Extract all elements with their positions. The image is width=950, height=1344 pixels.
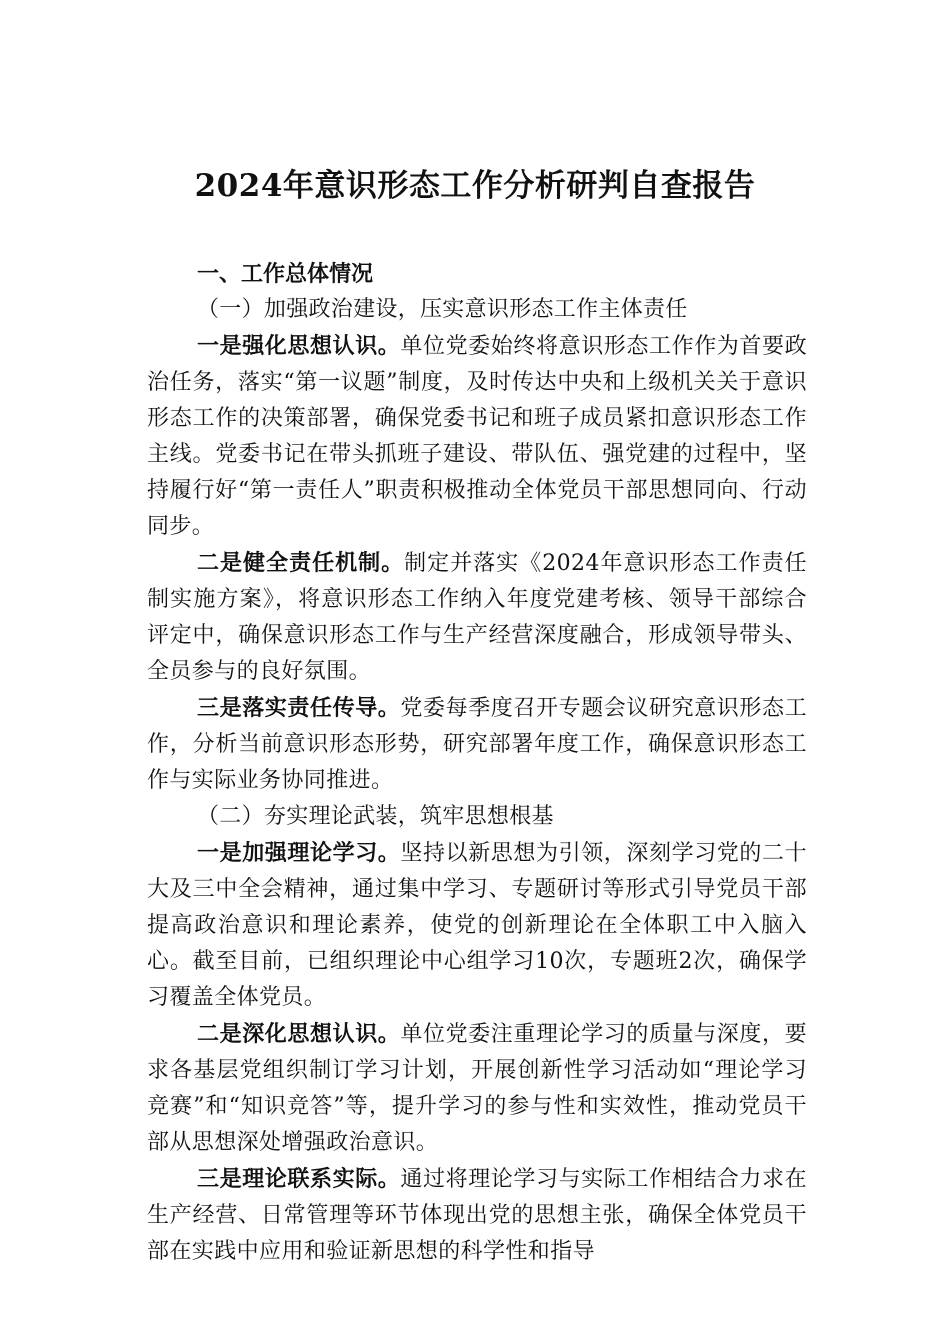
document-title: 2024年意识形态工作分析研判自查报告 [194,168,756,204]
paragraph-text: 制定并落实《2024年意识形态工作责任制实施方案》，将意识形态工作纳入年度党建考核、领导干部综合评定中，确保意识形态工作与生产经营深度融合，形成领导带头、全员参与的良好氛围。 [147,551,807,684]
section-heading-overall: 一、工作总体情况 [197,261,374,287]
paragraph-theory-practice [147,1161,807,1270]
paragraph-deepen-awareness [147,1016,807,1161]
paragraph-responsibility-transmission [147,690,807,799]
paragraph-responsibility-mechanism [147,545,807,690]
paragraph-text: 单位党委始终将意识形态工作作为首要政治任务，落实“第一议题”制度，及时传达中央和上级机关关于意识形态工作的决策部署，确保党委书记和班子成员紧扣意识形态工作主线。党委书记在带头抓班子建设、带队伍、强党建的过程中，坚持履行好“第一责任人”职责积极推动全体党员干部思想同向、行动同步。 [147,334,807,539]
paragraph-lead: 二是健全责任机制。 [197,550,405,576]
document-body [147,256,807,1270]
paragraph-theory-study [147,835,807,1016]
paragraph-text: 通过将理论学习与实际工作相结合力求在生产经营、日常管理等环节体现出党的思想主张，确保全体党员干部在实践中应用和验证新思想的科学性和指导 [147,1167,807,1264]
paragraph-lead: 一是加强理论学习。 [197,840,401,866]
paragraph-text: 党委每季度召开专题会议研究意识形态工作，分析当前意识形态形势，研究部署年度工作，确保意识形态工作与实际业务协同推进。 [147,696,807,793]
paragraph-lead: 一是强化思想认识。 [197,333,401,359]
paragraph-lead: 三是理论联系实际。 [197,1166,401,1192]
paragraph-lead: 二是深化思想认识。 [197,1021,401,1047]
paragraph-lead: 三是落实责任传导。 [197,695,401,721]
subsection-heading-theory: （二）夯实理论武装，筑牢思想根基 [197,804,554,829]
paragraph-text: 坚持以新思想为引领，深刻学习党的二十大及三中全会精神，通过集中学习、专题研讨等形式引导党员干部提高政治意识和理论素养，使党的创新理论在全体职工中入脑入心。截至目前，已组织理论中心组学习10次，专题班2次，确保学习覆盖全体党员。 [147,841,807,1010]
paragraph-strengthen-awareness [147,328,807,545]
paragraph-text: 单位党委注重理论学习的质量与深度，要求各基层党组织制订学习计划，开展创新性学习活动如“理论学习竞赛”和“知识竞答”等，提升学习的参与性和实效性，推动党员干部从思想深处增强政治意识。 [147,1022,807,1155]
subsection-heading-political: （一）加强政治建设，压实意识形态工作主体责任 [197,297,688,322]
